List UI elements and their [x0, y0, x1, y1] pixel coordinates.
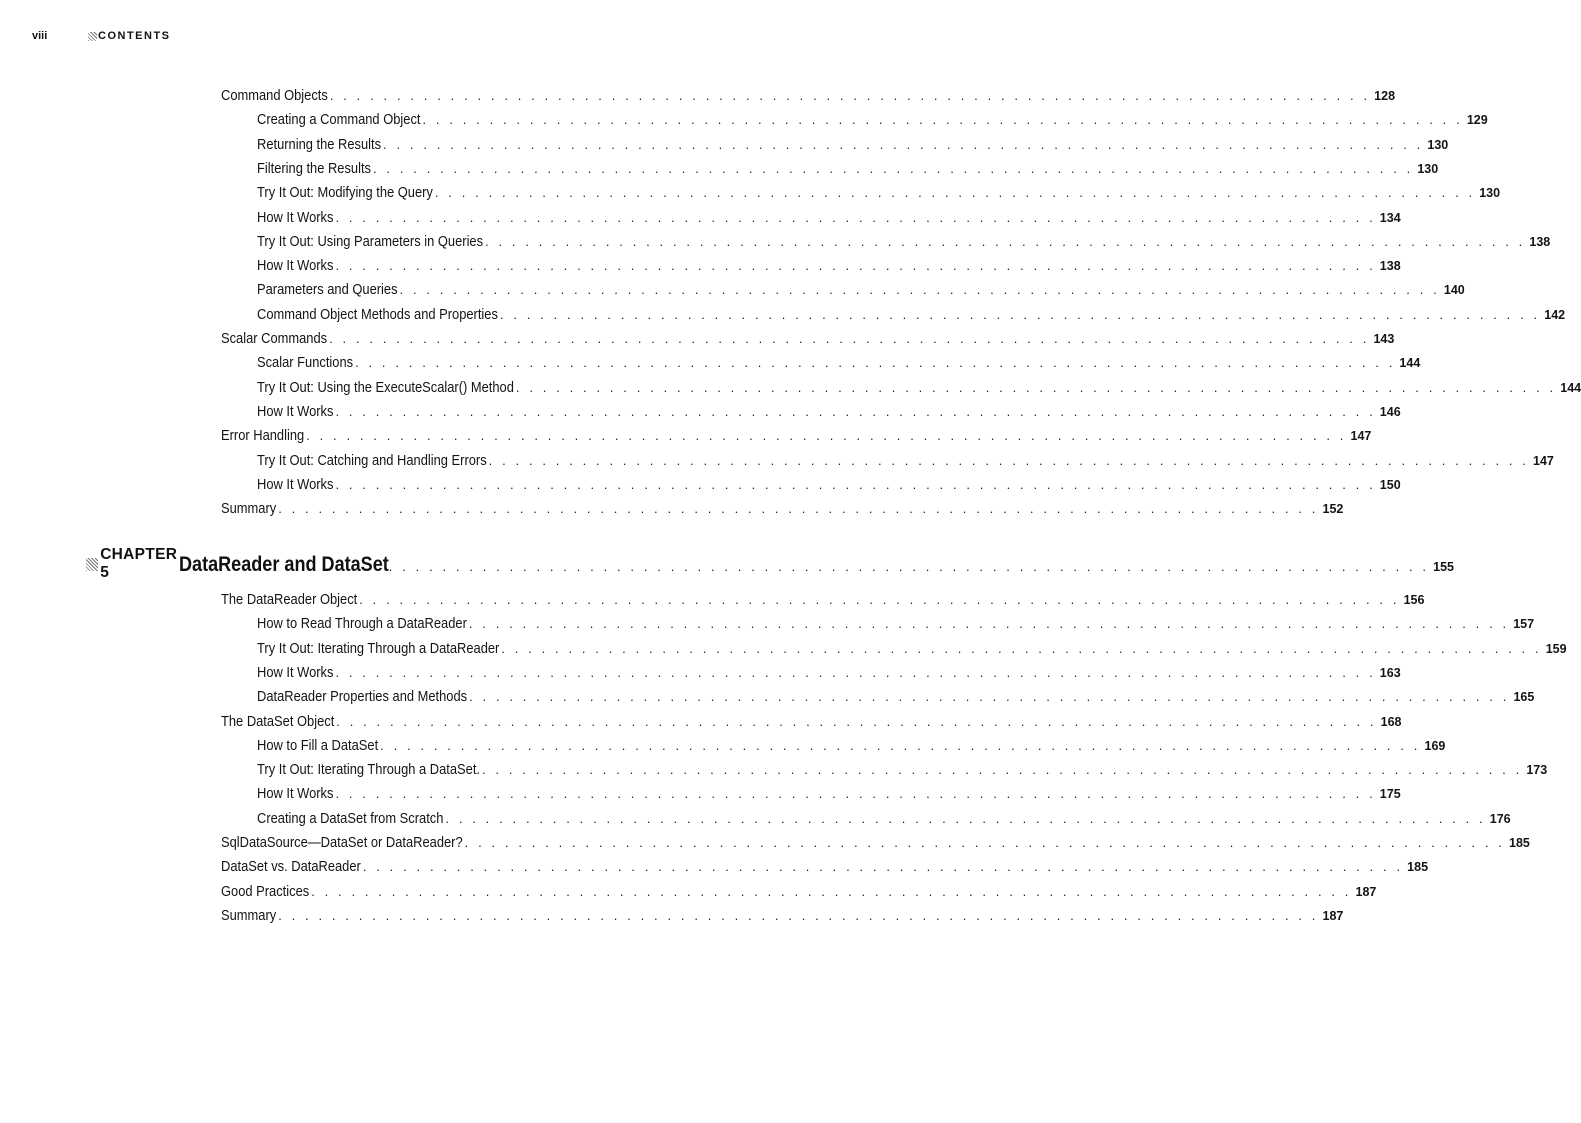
toc-entry-page: 134: [1379, 210, 1401, 225]
dot-leader: . . . . . . . . . . . . . . . . . . . . . . . . . . . . . . . . . . . . . . . . . . . . . . . . . . . . . . . . . . . . . . . . . . . . . . . . . . . . . .: [335, 209, 1376, 225]
toc-entry-title: Try It Out: Catching and Handling Errors: [257, 451, 487, 469]
dot-leader: . . . . . . . . . . . . . . . . . . . . . . . . . . . . . . . . . . . . . . . . . . . . . . . . . . . . . . . . . . . . . . . . . . . . . . . . . . . . . .: [278, 907, 1319, 923]
toc-entry-title: The DataSet Object: [221, 712, 335, 730]
toc-entry-page: 140: [1443, 283, 1465, 298]
toc-entry-page: 187: [1355, 884, 1377, 899]
dot-leader: . . . . . . . . . . . . . . . . . . . . . . . . . . . . . . . . . . . . . . . . . . . . . . . . . . . . . . . . . . . . . . . . . . . . . . . . . . . . . .: [515, 379, 1557, 395]
toc-entry-page: 165: [1513, 690, 1535, 705]
dot-leader: . . . . . . . . . . . . . . . . . . . . . . . . . . . . . . . . . . . . . . . . . . . . . . . . . . . . . . . . . . . . . . . . . . . . . . . . . . . . . .: [383, 136, 1424, 152]
chapter-number: CHAPTER 5: [100, 546, 178, 581]
toc-entry[interactable]: [221, 858, 1429, 876]
chapter-label: [86, 546, 179, 582]
toc-entry-title: SqlDataSource—DataSet or DataReader?: [221, 834, 463, 851]
toc-entry[interactable]: [221, 834, 1530, 851]
toc-entry-page: 157: [1513, 617, 1535, 632]
toc-entry-title: How It Works: [257, 257, 334, 275]
toc-entry-page: 130: [1479, 186, 1501, 201]
toc-entry[interactable]: [257, 809, 1511, 827]
toc-entry-page: 156: [1403, 593, 1425, 607]
toc-entry-page: 175: [1379, 787, 1401, 802]
toc-entry-title: Command Objects: [221, 87, 328, 104]
dot-leader: . . . . . . . . . . . . . . . . . . . . . . . . . . . . . . . . . . . . . . . . . . . . . . . . . . . . . . . . . . . . . . . . . . . . . . . . . . . . . .: [485, 233, 1526, 249]
toc-entry-title: Filtering the Results: [257, 159, 372, 177]
toc-entry-title: Scalar Functions: [257, 354, 354, 372]
toc-entry-title: How It Works: [257, 402, 334, 420]
dot-leader: . . . . . . . . . . . . . . . . . . . . . . . . . . . . . . . . . . . . . . . . . . . . . . . . . . . . . . . . . . . . . . . . . . . . . . . . . . . . . .: [329, 88, 1371, 103]
toc-entry-title: Good Practices: [221, 882, 310, 900]
toc-entry-page: 138: [1379, 259, 1401, 274]
dot-leader: . . . . . . . . . . . . . . . . . . . . . . . . . . . . . . . . . . . . . . . . . . . . . . . . . . . . . . . . . . . . . . . . . . . . . . . . . . . . . .: [468, 616, 1510, 632]
toc-entry-title: The DataReader Object: [221, 591, 358, 608]
toc-entry-title: Creating a DataSet from Scratch: [257, 809, 444, 827]
section-title: CONTENTS: [98, 30, 171, 42]
toc-entry-title: DataReader Properties and Methods: [257, 688, 468, 706]
dot-leader: . . . . . . . . . . . . . . . . . . . . . . . . . . . . . . . . . . . . . . . . . . . . . . . . . . . . . . . . . . . . . . . . . . . . . . . . . . . . . .: [399, 282, 1440, 298]
toc-entry[interactable]: [257, 378, 1581, 396]
chapter-heading[interactable]: [86, 546, 1454, 581]
toc-entry-title: Creating a Command Object: [257, 111, 421, 129]
toc-entry-page: 144: [1560, 380, 1581, 395]
dot-leader: . . . . . . . . . . . . . . . . . . . . . . . . . . . . . . . . . . . . . . . . . . . . . . . . . . . . . . . . . . . . . . . . . . . . . . . . . . . . . .: [335, 476, 1376, 492]
toc-entry-page: 146: [1379, 404, 1401, 419]
dot-leader: . . . . . . . . . . . . . . . . . . . . . . . . . . . . . . . . . . . . . . . . . . . . . . . . . . . . . . . . . . . . . . . . . . . . . . . . . . . . . .: [464, 835, 1505, 850]
toc-entry-title: How It Works: [257, 785, 334, 803]
toc-entry-page: 168: [1380, 714, 1402, 729]
toc-entry[interactable]: [257, 135, 1449, 153]
dot-leader: . . . . . . . . . . . . . . . . . . . . . . . . . . . . . . . . . . . . . . . . . . . . . . . . . . . . . . . . . . . . . . . . . . . . . . . . . . . . . .: [335, 786, 1376, 802]
toc-entry-title: How It Works: [257, 475, 334, 493]
toc-entry-title: Returning the Results: [257, 135, 382, 153]
toc-entry[interactable]: [257, 451, 1554, 469]
toc-entry-page: 142: [1544, 307, 1566, 322]
toc-entry[interactable]: [221, 591, 1425, 608]
toc-entry-page: 159: [1545, 641, 1567, 656]
toc-entry-page: 138: [1529, 234, 1551, 249]
toc-entry-page: 128: [1374, 89, 1396, 103]
toc-entry-title: Try It Out: Modifying the Query: [257, 184, 433, 202]
toc-entry[interactable]: [257, 305, 1566, 323]
toc-entry[interactable]: [257, 402, 1401, 420]
toc-entry-title: Scalar Commands: [221, 330, 328, 347]
chapter-title: DataReader and DataSet: [179, 552, 389, 576]
toc-entry[interactable]: [257, 639, 1567, 657]
toc-entry-page: 129: [1466, 113, 1488, 128]
toc-entry[interactable]: [221, 500, 1344, 518]
toc-entry[interactable]: [257, 159, 1439, 177]
toc-entry-title: Try It Out: Using the ExecuteScalar() Method: [257, 378, 514, 396]
toc-entry-title: Try It Out: Using Parameters in Queries: [257, 232, 484, 250]
dot-leader: . . . . . . . . . . . . . . . . . . . . . . . . . . . . . . . . . . . . . . . . . . . . . . . . . . . . . . . . . . . . . . . . . . . . . . . . . . . . . .: [422, 112, 1463, 128]
toc-entry[interactable]: [221, 882, 1377, 900]
dot-leader: . . . . . . . . . . . . . . . . . . . . . . . . . . . . . . . . . . . . . . . . . . . . . . . . . . . . . . . . . . . . . . . . . . . . . . . . . . . . . .: [335, 403, 1376, 419]
toc-entry[interactable]: [221, 427, 1372, 445]
running-head: [32, 29, 171, 43]
dot-leader: . . . . . . . . . . . . . . . . . . . . . . . . . . . . . . . . . . . . . . . . . . . . . . . . . . . . . . . . . . . . . . . . . . . . . . . . . . . . . .: [380, 737, 1421, 753]
toc-entry-page: 185: [1509, 836, 1530, 850]
toc-entry[interactable]: [257, 232, 1551, 250]
toc-entry-title: How to Fill a DataSet: [257, 736, 379, 754]
dot-leader: . . . . . . . . . . . . . . . . . . . . . . . . . . . . . . . . . . . . . . . . . . . . . . . . . . . . . . . . . . . . . . . . . . . . . . . . . . . . . .: [499, 306, 1541, 322]
toc-entry[interactable]: [257, 111, 1488, 129]
toc-entry-title: Summary: [221, 500, 277, 518]
dot-leader: . . . . . . . . . . . . . . . . . . . . . . . . . . . . . . . . . . . . . . . . . . . . . . . . . . . . . . . . . . . . . . . . . . . . . . . . . . . . . .: [355, 355, 1396, 371]
dot-leader: . . . . . . . . . . . . . . . . . . . . . . . . . . . . . . . . . . . . . . . . . . . . . . . . . . . . . . . . . . . . . . . . . . . . . . . . . . . . . .: [336, 713, 1377, 729]
toc-entry-page: 144: [1399, 356, 1421, 371]
dot-leader: . . . . . . . . . . . . . . . . . . . . . . . . . . . . . . . . . . . . . . . . . . . . . . . . . . . . . . . . . . . . . . . . . . . . . . . . . . . . . .: [481, 762, 1523, 778]
toc-entry-title: How to Read Through a DataReader: [257, 615, 467, 633]
toc-entry-title: Command Object Methods and Properties: [257, 305, 498, 323]
dot-leader: . . . . . . . . . . . . . . . . . . . . . . . . . . . . . . . . . . . . . . . . . . . . . . . . . . . . . . . . . . . . . . . . . . . . . . . . . . . . . .: [388, 558, 1430, 574]
toc-entry[interactable]: [221, 330, 1395, 347]
toc-entry-page: 176: [1489, 811, 1511, 826]
dot-leader: . . . . . . . . . . . . . . . . . . . . . . . . . . . . . . . . . . . . . . . . . . . . . . . . . . . . . . . . . . . . . . . . . . . . . . . . . . . . . .: [434, 185, 1476, 201]
dot-leader: . . . . . . . . . . . . . . . . . . . . . . . . . . . . . . . . . . . . . . . . . . . . . . . . . . . . . . . . . . . . . . . . . . . . . . . . . . . . . .: [445, 810, 1486, 826]
toc-entry-page: 163: [1379, 665, 1401, 680]
toc-entry[interactable]: [257, 615, 1535, 633]
dot-leader: . . . . . . . . . . . . . . . . . . . . . . . . . . . . . . . . . . . . . . . . . . . . . . . . . . . . . . . . . . . . . . . . . . . . . . . . . . . . . .: [488, 452, 1530, 468]
hatch-ornament-icon: [88, 32, 97, 41]
toc-entry-page: 130: [1427, 137, 1449, 152]
toc-entry-title: Parameters and Queries: [257, 281, 398, 299]
toc-entry[interactable]: [257, 208, 1401, 226]
toc-entry[interactable]: [257, 354, 1421, 372]
toc-entry-page: 130: [1417, 161, 1439, 176]
toc-entry[interactable]: [221, 712, 1402, 730]
toc-entry-page: 185: [1407, 860, 1429, 875]
dot-leader: . . . . . . . . . . . . . . . . . . . . . . . . . . . . . . . . . . . . . . . . . . . . . . . . . . . . . . . . . . . . . . . . . . . . . . . . . . . . . .: [335, 258, 1376, 274]
toc-entry[interactable]: [257, 475, 1401, 493]
dot-leader: . . . . . . . . . . . . . . . . . . . . . . . . . . . . . . . . . . . . . . . . . . . . . . . . . . . . . . . . . . . . . . . . . . . . . . . . . . . . . .: [362, 859, 1404, 875]
toc-entry-title: How It Works: [257, 208, 334, 226]
dot-leader: . . . . . . . . . . . . . . . . . . . . . . . . . . . . . . . . . . . . . . . . . . . . . . . . . . . . . . . . . . . . . . . . . . . . . . . . . . . . . .: [359, 592, 1400, 607]
toc-entry-page: 150: [1379, 477, 1401, 492]
toc-entry[interactable]: [257, 736, 1446, 754]
dot-leader: . . . . . . . . . . . . . . . . . . . . . . . . . . . . . . . . . . . . . . . . . . . . . . . . . . . . . . . . . . . . . . . . . . . . . . . . . . . . . .: [329, 331, 1370, 346]
toc-entry[interactable]: [257, 281, 1465, 299]
toc-entry[interactable]: [257, 184, 1501, 202]
toc-entry-title: DataSet vs. DataReader: [221, 858, 361, 876]
toc-entry-title: Error Handling: [221, 427, 305, 445]
toc-entry[interactable]: [257, 761, 1548, 779]
toc-entry-page: 187: [1322, 908, 1344, 923]
toc-entry[interactable]: [221, 87, 1396, 104]
toc-entry-title: Try It Out: Iterating Through a DataReader: [257, 639, 500, 657]
toc-entry[interactable]: [257, 785, 1401, 803]
dot-leader: . . . . . . . . . . . . . . . . . . . . . . . . . . . . . . . . . . . . . . . . . . . . . . . . . . . . . . . . . . . . . . . . . . . . . . . . . . . . . .: [335, 664, 1376, 680]
toc-entry-page: 169: [1424, 738, 1446, 753]
dot-leader: . . . . . . . . . . . . . . . . . . . . . . . . . . . . . . . . . . . . . . . . . . . . . . . . . . . . . . . . . . . . . . . . . . . . . . . . . . . . . .: [373, 160, 1414, 176]
dot-leader: . . . . . . . . . . . . . . . . . . . . . . . . . . . . . . . . . . . . . . . . . . . . . . . . . . . . . . . . . . . . . . . . . . . . . . . . . . . . . .: [501, 640, 1542, 656]
toc-entry[interactable]: [221, 906, 1344, 924]
dot-leader: . . . . . . . . . . . . . . . . . . . . . . . . . . . . . . . . . . . . . . . . . . . . . . . . . . . . . . . . . . . . . . . . . . . . . . . . . . . . . .: [469, 689, 1510, 705]
toc-entry[interactable]: [257, 688, 1535, 706]
toc-entry-page: 173: [1526, 763, 1548, 778]
page-number: viii: [32, 30, 48, 42]
dot-leader: . . . . . . . . . . . . . . . . . . . . . . . . . . . . . . . . . . . . . . . . . . . . . . . . . . . . . . . . . . . . . . . . . . . . . . . . . . . . . .: [306, 428, 1347, 444]
hatch-ornament-icon: [86, 558, 98, 571]
toc-entry-title: Try It Out: Iterating Through a DataSet.: [257, 761, 480, 779]
toc-entry-title: How It Works: [257, 663, 334, 681]
toc-entry-page: 147: [1350, 429, 1372, 444]
dot-leader: . . . . . . . . . . . . . . . . . . . . . . . . . . . . . . . . . . . . . . . . . . . . . . . . . . . . . . . . . . . . . . . . . . . . . . . . . . . . . .: [311, 883, 1352, 899]
toc-entry-page: 147: [1533, 453, 1554, 468]
toc-entry-page: 143: [1373, 332, 1395, 346]
dot-leader: . . . . . . . . . . . . . . . . . . . . . . . . . . . . . . . . . . . . . . . . . . . . . . . . . . . . . . . . . . . . . . . . . . . . . . . . . . . . . .: [278, 501, 1319, 517]
toc-entry-title: Summary: [221, 906, 277, 924]
chapter-page-number: 155: [1433, 559, 1454, 574]
toc-entry[interactable]: [257, 257, 1401, 275]
toc-entry-page: 152: [1322, 502, 1344, 517]
toc-entry[interactable]: [257, 663, 1401, 681]
